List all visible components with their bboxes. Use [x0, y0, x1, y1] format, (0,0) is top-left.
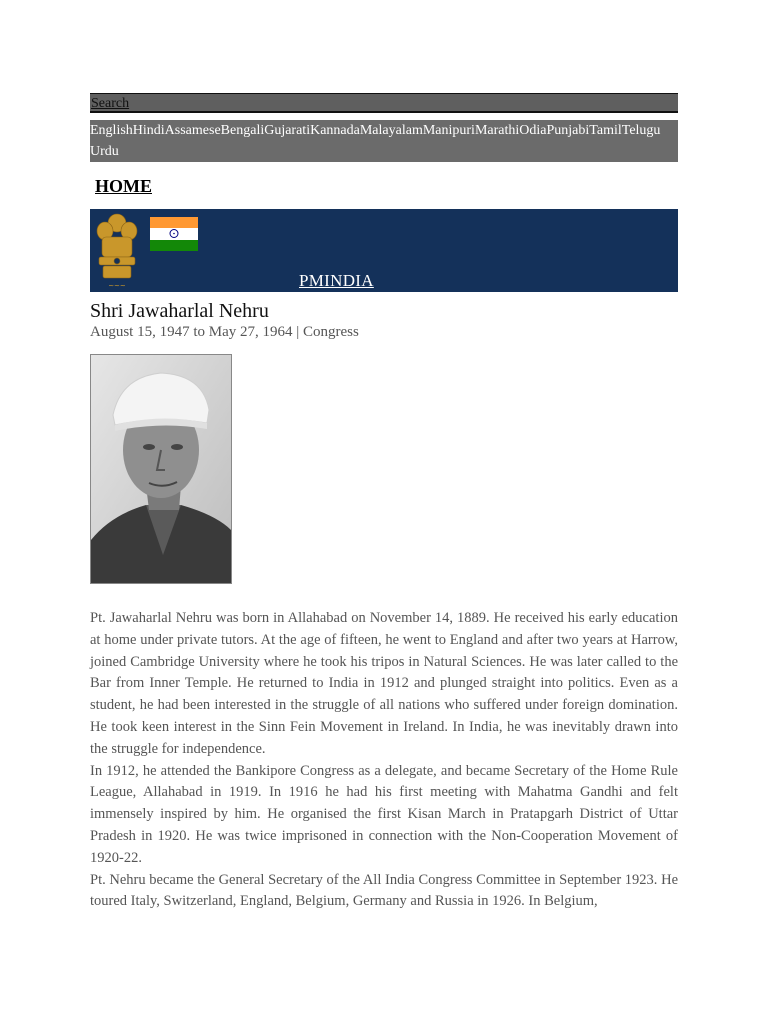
- language-link-bengali[interactable]: Bengali: [220, 123, 265, 138]
- language-link-urdu[interactable]: Urdu: [90, 144, 119, 159]
- bio-paragraph: In 1912, he attended the Bankipore Congress as a delegate, and became Secretary of the Home Rule League, Allahabad in 1919. In 1916 he had his first meeting with Mahatma Gandhi and felt immensely inspired by him. He organised the first Kisan March in Pratapgarh District of Uttar Pradesh in 1920. He was twice imprisoned in connection with the Non-Cooperation Movement of 1920-22.: [90, 762, 678, 866]
- language-list: [90, 120, 678, 162]
- national-emblem-icon: [94, 211, 140, 291]
- portrait-image: [91, 355, 231, 583]
- language-link-malayalam[interactable]: Malayalam: [359, 123, 423, 138]
- pmindia-link[interactable]: PMINDIA: [299, 271, 374, 290]
- search-bar[interactable]: [90, 93, 678, 113]
- pm-name: Shri Jawaharlal Nehru: [90, 300, 269, 322]
- biography: [90, 608, 678, 913]
- language-link-manipuri[interactable]: Manipuri: [422, 123, 475, 138]
- portrait-photo: [90, 354, 232, 584]
- language-link-punjabi[interactable]: Punjabi: [546, 123, 590, 138]
- home-nav: [90, 176, 678, 197]
- home-link[interactable]: HOME: [95, 176, 152, 196]
- language-link-marathi[interactable]: Marathi: [474, 123, 520, 138]
- svg-text:~~~: ~~~: [108, 282, 126, 290]
- pm-term: August 15, 1947 to May 27, 1964 | Congress: [90, 324, 359, 340]
- language-bar: [90, 120, 678, 162]
- language-link-telugu[interactable]: Telugu: [621, 123, 661, 138]
- language-link-hindi[interactable]: Hindi: [132, 123, 165, 138]
- bio-paragraph: Pt. Jawaharlal Nehru was born in Allahabad on November 14, 1889. He received his early education at home under private tutors. At the age of fifteen, he went to England and after two years at Harrow, joined Cambridge University where he took his tripos in Natural Sciences. He was later called to the Bar from Inner Temple. He returned to India in 1912 and plunged straight into politics. Even as a student, he had been interested in the struggle of all nations who suffered under foreign domination. He took keen interest in the Sinn Fein Movement in Ireland. In India, he was inevitably drawn into the struggle for independence.: [90, 610, 678, 757]
- language-link-assamese[interactable]: Assamese: [164, 123, 221, 138]
- language-link-english[interactable]: English: [90, 123, 133, 138]
- search-link[interactable]: Search: [91, 96, 130, 111]
- language-link-gujarati[interactable]: Gujarati: [264, 123, 311, 138]
- indian-flag-icon: [150, 217, 198, 251]
- language-link-kannada[interactable]: Kannada: [310, 123, 360, 138]
- bio-paragraph: Pt. Nehru became the General Secretary of the All India Congress Committee in September 1923. He toured Italy, Switzerland, England, Belgium, Germany and Russia in 1926. In Belgium,: [90, 871, 678, 910]
- pmindia-banner: [90, 209, 678, 292]
- language-link-odia[interactable]: Odia: [519, 123, 547, 138]
- language-link-tamil[interactable]: Tamil: [589, 123, 622, 138]
